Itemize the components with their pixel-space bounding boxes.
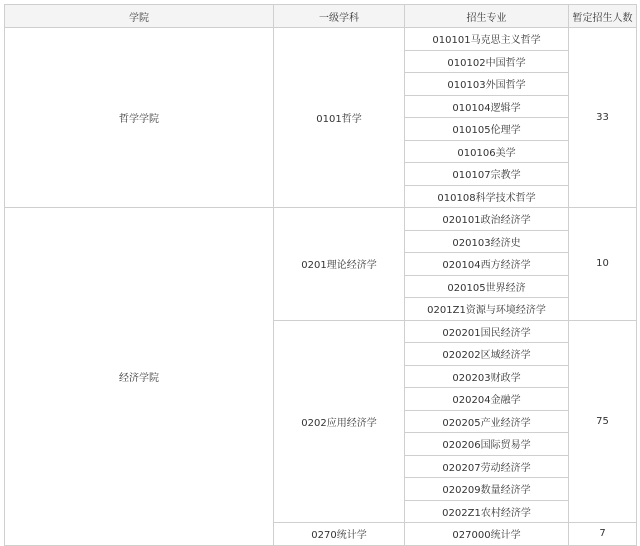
major-cell: 010107宗教学 — [405, 163, 569, 186]
discipline-cell: 0270统计学 — [274, 523, 405, 546]
major-cell: 010108科学技术哲学 — [405, 185, 569, 208]
major-cell: 020101政治经济学 — [405, 208, 569, 231]
major-cell: 020203财政学 — [405, 365, 569, 388]
discipline-cell: 0101哲学 — [274, 28, 405, 208]
major-cell: 020207劳动经济学 — [405, 455, 569, 478]
quota-cell: 75 — [569, 320, 637, 523]
major-cell: 010105伦理学 — [405, 118, 569, 141]
header-discipline: 一级学科 — [274, 5, 405, 28]
major-cell: 020201国民经济学 — [405, 320, 569, 343]
major-cell: 010102中国哲学 — [405, 50, 569, 73]
discipline-cell: 0202应用经济学 — [274, 320, 405, 523]
major-cell: 010103外国哲学 — [405, 73, 569, 96]
quota-cell: 33 — [569, 28, 637, 208]
admissions-table — [4, 4, 637, 546]
major-cell: 020105世界经济 — [405, 275, 569, 298]
major-cell: 020206国际贸易学 — [405, 433, 569, 456]
major-cell: 0201Z1资源与环境经济学 — [405, 298, 569, 321]
major-cell: 020104西方经济学 — [405, 253, 569, 276]
major-cell: 020204金融学 — [405, 388, 569, 411]
table-row — [5, 28, 637, 51]
major-cell: 010106美学 — [405, 140, 569, 163]
major-cell: 020209数量经济学 — [405, 478, 569, 501]
header-row — [5, 5, 637, 28]
major-cell: 020103经济史 — [405, 230, 569, 253]
quota-cell: 7 — [569, 523, 637, 546]
major-cell: 010104逻辑学 — [405, 95, 569, 118]
major-cell: 027000统计学 — [405, 523, 569, 546]
major-cell: 010101马克思主义哲学 — [405, 28, 569, 51]
header-college: 学院 — [5, 5, 274, 28]
header-quota: 暂定招生人数 — [569, 5, 637, 28]
major-cell: 020202区域经济学 — [405, 343, 569, 366]
quota-cell: 10 — [569, 208, 637, 321]
header-major: 招生专业 — [405, 5, 569, 28]
college-cell: 哲学学院 — [5, 28, 274, 208]
college-cell: 经济学院 — [5, 208, 274, 546]
discipline-cell: 0201理论经济学 — [274, 208, 405, 321]
table-row — [5, 208, 637, 231]
major-cell: 0202Z1农村经济学 — [405, 500, 569, 523]
major-cell: 020205产业经济学 — [405, 410, 569, 433]
